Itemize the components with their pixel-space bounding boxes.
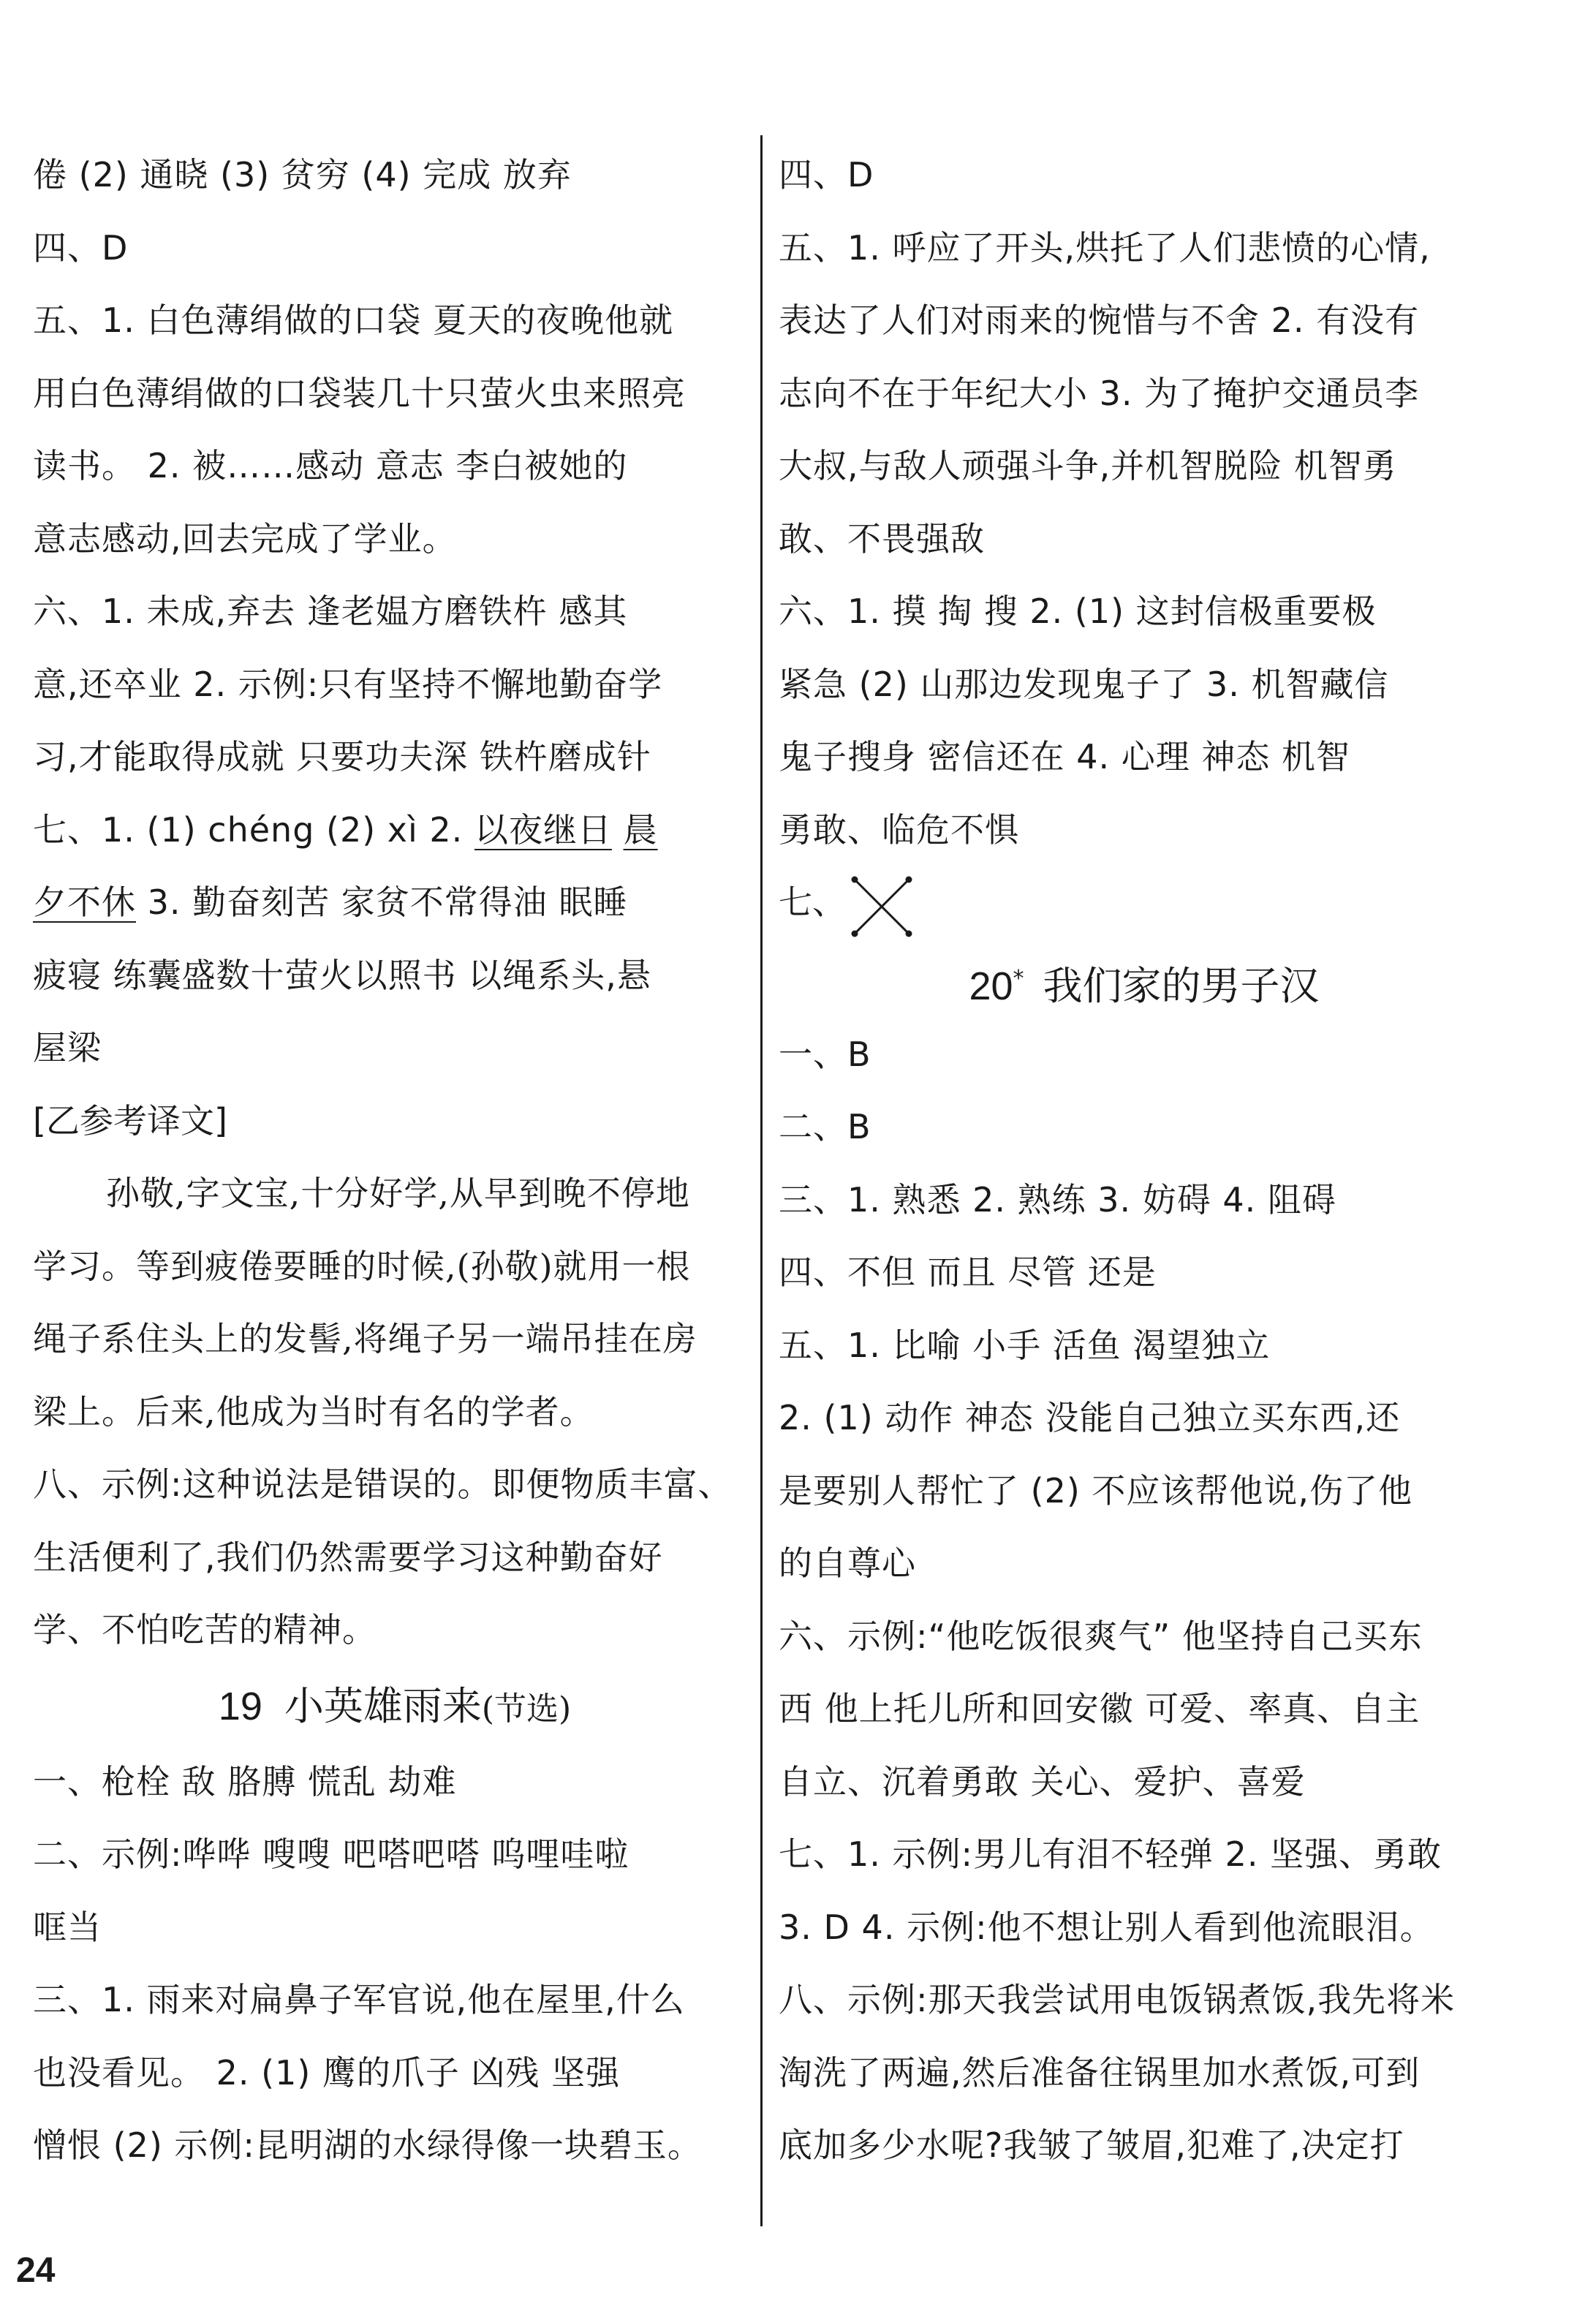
section-title-20 bbox=[779, 940, 1510, 1018]
column-divider bbox=[760, 135, 763, 2226]
answer-line: 西 他上托儿所和回安徽 可爱、率真、自主 bbox=[779, 1689, 1421, 1728]
answer-text: 3. 勤奋刻苦 家贫不常得油 眠睡 bbox=[136, 882, 628, 922]
answer-line: 敢、不畏强敌 bbox=[779, 518, 985, 559]
answer-line: 读书。 2. 被……感动 意志 李白被她的 bbox=[33, 446, 628, 485]
answer-line: 七、1. 示例:男儿有泪不轻弹 2. 坚强、勇敢 bbox=[779, 1834, 1442, 1874]
answer-line: 意志感动,回去完成了学业。 bbox=[33, 518, 457, 559]
answer-line: 的自尊心 bbox=[779, 1543, 916, 1583]
answer-line: 大叔,与敌人顽强斗争,并机智脱险 机智勇 bbox=[779, 446, 1397, 485]
answer-line: 3. D 4. 示例:他不想让别人看到他流眼泪。 bbox=[779, 1907, 1434, 1947]
answer-line: 二、示例:哗哗 嗖嗖 吧嗒吧嗒 呜哩哇啦 bbox=[33, 1834, 629, 1874]
answer-line: 四、D bbox=[33, 227, 129, 268]
answer-line: 二、B bbox=[779, 1107, 871, 1146]
matching-cross-icon bbox=[849, 874, 915, 940]
answer-line: 哐当 bbox=[33, 1907, 102, 1947]
answer-line: 底加多少水呢?我皱了皱眉,犯难了,决定打 bbox=[779, 2125, 1404, 2165]
answer-line: 倦 (2) 通晓 (3) 贫穷 (4) 完成 放弃 bbox=[33, 155, 572, 194]
answer-line: 是要别人帮忙了 (2) 不应该帮他说,伤了他 bbox=[779, 1470, 1413, 1511]
answer-line bbox=[779, 866, 1510, 940]
section-name: 小英雄雨来 bbox=[284, 1682, 482, 1729]
answer-line: 学、不怕吃苦的精神。 bbox=[33, 1610, 377, 1649]
section-number: 20 bbox=[969, 964, 1013, 1008]
answer-line: 四、D bbox=[779, 155, 874, 194]
answer-line: 三、1. 熟悉 2. 熟练 3. 妨碍 4. 阻碍 bbox=[779, 1179, 1336, 1220]
answer-line: 疲寝 练囊盛数十萤火以照书 以绳系头,悬 bbox=[33, 955, 651, 995]
answer-line: 意,还卒业 2. 示例:只有坚持不懈地勤奋学 bbox=[33, 664, 663, 704]
left-column bbox=[33, 139, 757, 2182]
answer-line: 六、1. 未成,弃去 逢老媪方磨铁杵 感其 bbox=[33, 591, 628, 631]
translation-label: [乙参考译文] bbox=[33, 1100, 227, 1141]
answer-line: 五、1. 比喻 小手 活鱼 渴望独立 bbox=[779, 1325, 1271, 1365]
answer-line: 憎恨 (2) 示例:昆明湖的水绿得像一块碧玉。 bbox=[33, 2125, 702, 2165]
answer-line: 六、1. 摸 掏 搜 2. (1) 这封信极重要极 bbox=[779, 591, 1377, 631]
section-number: 19 bbox=[218, 1684, 262, 1728]
section-mark: * bbox=[1013, 965, 1024, 991]
translation-line: 学习。等到疲倦要睡的时候,(孙敬)就用一根 bbox=[33, 1246, 691, 1286]
answer-line: 八、示例:这种说法是错误的。即便物质丰富、 bbox=[33, 1464, 733, 1504]
answer-line: 志向不在于年纪大小 3. 为了掩护交通员李 bbox=[779, 373, 1420, 413]
answer-line: 用白色薄绢做的口袋装几十只萤火虫来照亮 bbox=[33, 373, 686, 413]
translation-line: 孙敬,字文宝,十分好学,从早到晚不停地 bbox=[106, 1173, 690, 1213]
underlined-answer: 晨 bbox=[623, 809, 658, 850]
answer-line: 四、不但 而且 尽管 还是 bbox=[779, 1252, 1157, 1292]
answer-line: 勇敢、临危不惧 bbox=[779, 809, 1019, 850]
page-number: 24 bbox=[16, 2251, 56, 2290]
answer-text bbox=[612, 810, 624, 850]
answer-line: 生活便利了,我们仍然需要学习这种勤奋好 bbox=[33, 1537, 663, 1577]
section-name: 我们家的男子汉 bbox=[1043, 962, 1320, 1009]
right-column bbox=[779, 139, 1510, 2182]
translation-line: 梁上。后来,他成为当时有名的学者。 bbox=[33, 1391, 594, 1432]
section-note: (节选) bbox=[481, 1690, 572, 1728]
answer-line: 表达了人们对雨来的惋惜与不舍 2. 有没有 bbox=[779, 300, 1420, 340]
answer-line: 鬼子搜身 密信还在 4. 心理 神态 机智 bbox=[779, 737, 1350, 776]
underlined-answer: 以夜继日 bbox=[474, 809, 612, 850]
answer-text: 七、1. (1) chéng (2) xì 2. bbox=[33, 809, 474, 850]
answer-line bbox=[33, 866, 757, 940]
answer-line: 屋梁 bbox=[33, 1028, 102, 1067]
answer-line: 淘洗了两遍,然后准备往锅里加水煮饭,可到 bbox=[779, 2052, 1421, 2093]
translation-line: 绳子系住头上的发髻,将绳子另一端吊挂在房 bbox=[33, 1319, 697, 1358]
underlined-answer: 夕不休 bbox=[33, 882, 136, 922]
answer-line: 2. (1) 动作 神态 没能自己独立买东西,还 bbox=[779, 1398, 1401, 1437]
answer-line: 六、示例:“他吃饭很爽气” 他坚持自己买东 bbox=[779, 1616, 1423, 1656]
answer-line: 自立、沉着勇敢 关心、爱护、喜爱 bbox=[779, 1761, 1306, 1802]
answer-line: 紧急 (2) 山那边发现鬼子了 3. 机智藏信 bbox=[779, 664, 1389, 704]
answer-text: 七、 bbox=[779, 882, 846, 922]
answer-line: 三、1. 雨来对扁鼻子军官说,他在屋里,什么 bbox=[33, 1980, 685, 2019]
answer-line: 五、1. 呼应了开头,烘托了人们悲愤的心情, bbox=[779, 227, 1431, 268]
answer-line: 五、1. 白色薄绢做的口袋 夏天的夜晚他就 bbox=[33, 300, 674, 340]
answer-line: 一、B bbox=[779, 1034, 871, 1074]
section-title-19 bbox=[33, 1667, 757, 1746]
answer-line: 八、示例:那天我尝试用电饭锅煮饭,我先将米 bbox=[779, 1980, 1456, 2019]
answer-line bbox=[33, 794, 757, 867]
answer-line: 习,才能取得成就 只要功夫深 铁杵磨成针 bbox=[33, 737, 651, 776]
answer-line: 也没看见。 2. (1) 鹰的爪子 凶残 坚强 bbox=[33, 2052, 621, 2093]
answer-line: 一、枪栓 敌 胳膊 慌乱 劫难 bbox=[33, 1761, 457, 1802]
